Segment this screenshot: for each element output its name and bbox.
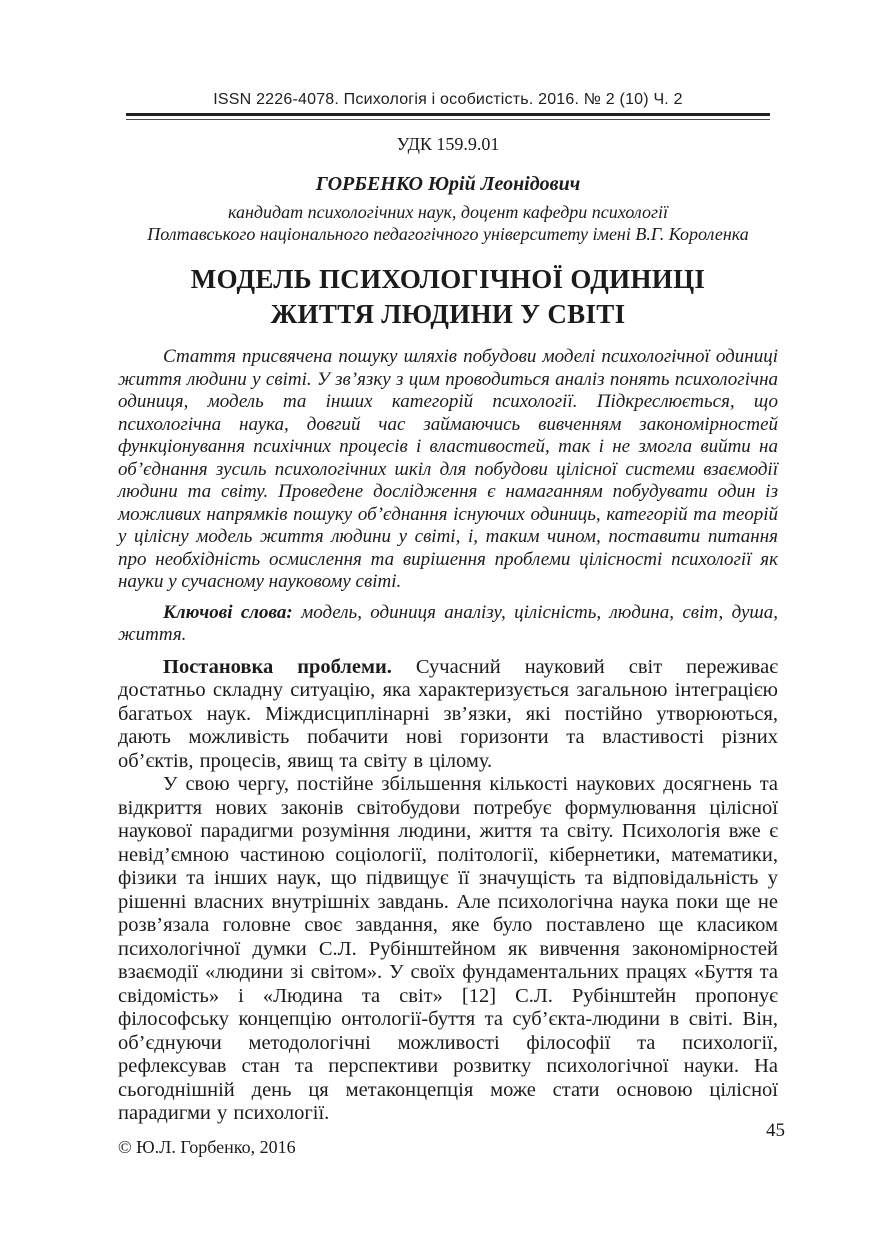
- paragraph-1-text: Сучасний науковий світ переживає достатньо складну ситуацію, яка характеризується загальною інтеграцією багатьох наук. Міждисциплінарні зв’язки, які постійно утворюються, дають можливість побачити нові горизонти та властивості різних об’єктів, процесів, явищ та світу в цілому.: [118, 655, 778, 772]
- udc-code: УДК 159.9.01: [396, 134, 500, 154]
- header-rule: [126, 113, 770, 120]
- page-content: [118, 0, 778, 1126]
- page-number: 45: [766, 1120, 785, 1141]
- keywords-text: модель, одиниця аналізу, цілісність, людина, світ, душа, життя.: [118, 601, 778, 645]
- abstract-paragraph: Стаття присвячена пошуку шляхів побудови моделі психологічної одиниці життя людини у світі. У зв’язку з цим проводиться аналіз понять психологічна одиниця, модель та інших категорій психології. Підкреслюється, що психологічна наука, довгий час займаючись вивченням закономірностей функціонування психічних процесів і властивостей, так і не змогла вийти на об’єднання зусиль психологічних шкіл для побудови цілісної системи взаємодії людини та світу. Проведене дослідження є намаганням побудувати один із можливих напрямків пошуку об’єднання існуючих одиниць, категорій та теорій у цілісну модель життя людини у світі, і, таким чином, поставити питання про необхідність осмислення та вирішення проблеми цілісності психології як науки у сучасному науковому світі.: [118, 346, 778, 592]
- paragraph-problem-statement: [118, 656, 778, 774]
- paragraph-2: У свою чергу, постійне збільшення кількості наукових досягнень та відкриття нових законів світобудови потребує формулювання цілісної наукової парадигми розуміння людини, життя та світу. Психологія вже є невід’ємною частиною соціології, політології, кібернетики, математики, фізики та інших наук, що підвищує її значущість та відповідальність у рішенні власних внутрішніх завдань. Але психологічна наука поки ще не розв’язала головне своє завдання, яке було поставлено ще класиком психологічної думки С.Л. Рубінштейном як вивчення закономірностей взаємодії «людини зі світом». У своїх фундаментальних працях «Буття та свідомість» і «Людина та світ» [12] С.Л. Рубінштейн пропонує філософську концепцію онтології-буття та суб’єкта-людини в світі. Він, об’єднуючи методологічні можливості філософії та психології, рефлексував стан та перспективи розвитку психологічної науки. На сьогоднішній день ця метаконцепція може стати основою цілісної парадигми у психології.: [118, 773, 778, 1124]
- copyright-notice: © Ю.Л. Горбенко, 2016: [118, 1137, 296, 1157]
- journal-issn-header: ISSN 2226-4078. Психологія і особистість. 2016. № 2 (10) Ч. 2: [213, 91, 683, 108]
- keywords-paragraph: [118, 602, 778, 647]
- author-degree: кандидат психологічних наук, доцент кафедри психології: [228, 202, 668, 222]
- article-title-line-2: ЖИТТЯ ЛЮДИНИ У СВІТІ: [270, 299, 626, 329]
- paragraph-lead-label: Постановка проблеми.: [163, 655, 392, 678]
- author-name: ГОРБЕНКО Юрій Леонідович: [315, 173, 581, 195]
- article-title: [118, 262, 778, 332]
- keywords-label: Ключові слова:: [163, 601, 293, 623]
- article-title-line-1: МОДЕЛЬ ПСИХОЛОГІЧНОЇ ОДИНИЦІ: [190, 264, 706, 294]
- author-affiliation: Полтавського національного педагогічного університету імені В.Г. Короленка: [147, 224, 749, 244]
